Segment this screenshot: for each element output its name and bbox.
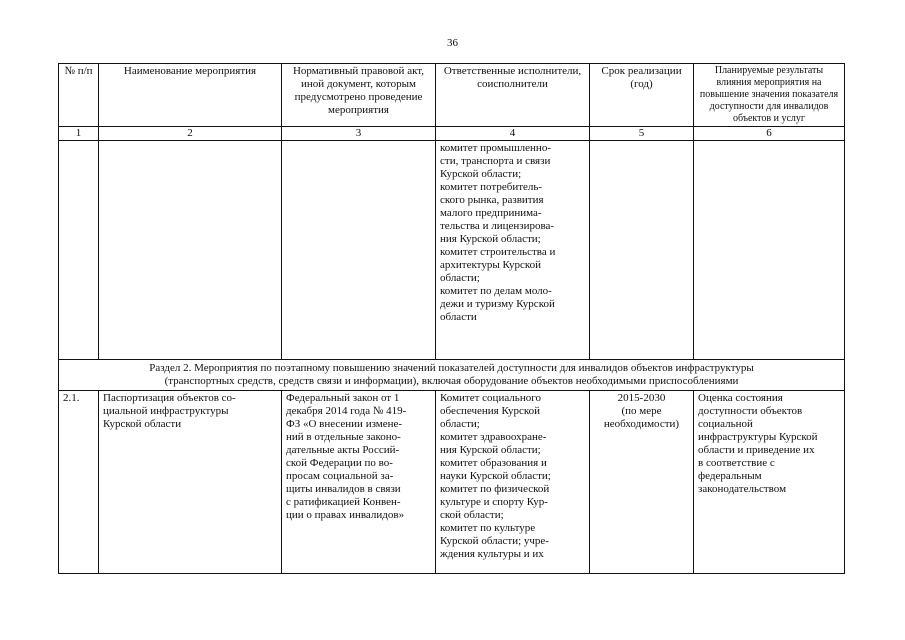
table-header-row [59, 64, 845, 127]
column-number: 3 [282, 127, 436, 141]
text-line: области; [440, 272, 480, 284]
text-line: Курской области; [440, 168, 522, 180]
empty-cell [59, 141, 99, 360]
text-line: сти, транспорта и связи [440, 155, 551, 167]
text-line: комитет по делам моло- [440, 285, 552, 297]
text-line: комитет по физической [440, 483, 550, 495]
header-number: № п/п [59, 64, 99, 127]
column-number-row [59, 127, 845, 141]
text-line: (по мере [621, 405, 662, 417]
text-line: Комитет социального [440, 392, 541, 404]
text-line: Курской области [103, 418, 182, 430]
text-line: обеспечения Курской [440, 405, 541, 417]
text-line: дежи и туризму Курской [440, 298, 555, 310]
text-line: ского рынка, развития [440, 194, 544, 206]
text-line: просам социальной за- [286, 470, 394, 482]
executors-continued-cell [436, 141, 590, 360]
continuation-row [59, 141, 845, 360]
section-heading-line: (транспортных средств, средств связи и информации), включая оборудование объектов необходимыми приспособлениями [164, 375, 739, 387]
section-heading [59, 360, 845, 391]
text-line: комитет образования и [440, 457, 547, 469]
text-line: ской Федерации по во- [286, 457, 393, 469]
text-line: 2015-2030 [617, 392, 666, 404]
measure-name-cell [99, 391, 282, 574]
column-number: 2 [99, 127, 282, 141]
empty-cell [694, 141, 845, 360]
text-line: Курской области; учре- [440, 535, 549, 547]
text-line: Оценка состояния [698, 392, 783, 404]
text-line: науки Курской области; [440, 470, 551, 482]
text-line: декабря 2014 года № 419- [286, 405, 407, 417]
text-line: ской области; [440, 509, 504, 521]
text-line: инфраструктуры Курской [698, 431, 818, 443]
text-line: Паспортизация объектов со- [103, 392, 236, 404]
text-line: комитет здравоохране- [440, 431, 547, 443]
text-line: ФЗ «О внесении измене- [286, 418, 403, 430]
text-line: доступности объектов [698, 405, 803, 417]
text-line: архитектуры Курской [440, 259, 542, 271]
text-line: ждения культуры и их [440, 548, 544, 560]
text-line: циальной инфраструктуры [103, 405, 229, 417]
section-heading-row [59, 360, 845, 391]
planned-results-cell [694, 391, 845, 574]
column-number: 5 [590, 127, 694, 141]
section-heading-line: Раздел 2. Мероприятия по поэтапному повышению значений показателей доступности для инвалидов объектов инфраструктуры [149, 362, 754, 374]
empty-cell [99, 141, 282, 360]
empty-cell [590, 141, 694, 360]
measures-table [58, 63, 845, 574]
text-line: федеральным [698, 470, 762, 482]
column-number: 1 [59, 127, 99, 141]
row-number: 2.1. [59, 391, 99, 574]
text-line: области; [440, 418, 480, 430]
text-line: комитет строительства и [440, 246, 556, 258]
text-line: необходимости) [603, 418, 680, 430]
column-number: 4 [436, 127, 590, 141]
text-line: ции о правах инвалидов» [286, 509, 405, 521]
text-line: области [440, 311, 477, 323]
text-line: дательные акты Россий- [286, 444, 400, 456]
text-line: Федеральный закон от 1 [286, 392, 400, 404]
executors-cell [436, 391, 590, 574]
header-planned-results: Планируемые результаты влияния мероприятия на повышение значения показателя доступности для инвалидов объектов и услуг [694, 64, 845, 127]
text-line: с ратификацией Конвен- [286, 496, 401, 508]
text-line: области и приведение их [698, 444, 815, 456]
header-measure-name: Наименование мероприятия [99, 64, 282, 127]
text-line: щиты инвалидов в связи [286, 483, 401, 495]
text-line: в соответствие с [698, 457, 775, 469]
text-line: комитет промышленно- [440, 142, 551, 154]
header-term: Срок реализации (год) [590, 64, 694, 127]
text-line: тельства и лицензирова- [440, 220, 555, 232]
text-line: культуре и спорту Кур- [440, 496, 548, 508]
column-number: 6 [694, 127, 845, 141]
text-line: ний в отдельные законо- [286, 431, 401, 443]
empty-cell [282, 141, 436, 360]
text-line: комитет потребитель- [440, 181, 543, 193]
text-line: комитет по культуре [440, 522, 536, 534]
legal-act-cell [282, 391, 436, 574]
header-legal-act: Нормативный правовой акт, иной документ, которым предусмотрено проведение мероприятия [282, 64, 436, 127]
table-row [59, 391, 845, 574]
header-executors: Ответственные исполнители, соисполнители [436, 64, 590, 127]
text-line: социальной [698, 418, 753, 430]
text-line: малого предпринима- [440, 207, 542, 219]
text-line: законодательством [698, 483, 787, 495]
text-line: ния Курской области; [440, 233, 541, 245]
term-cell [590, 391, 694, 574]
text-line: ния Курской области; [440, 444, 541, 456]
page-number: 36 [447, 37, 458, 49]
